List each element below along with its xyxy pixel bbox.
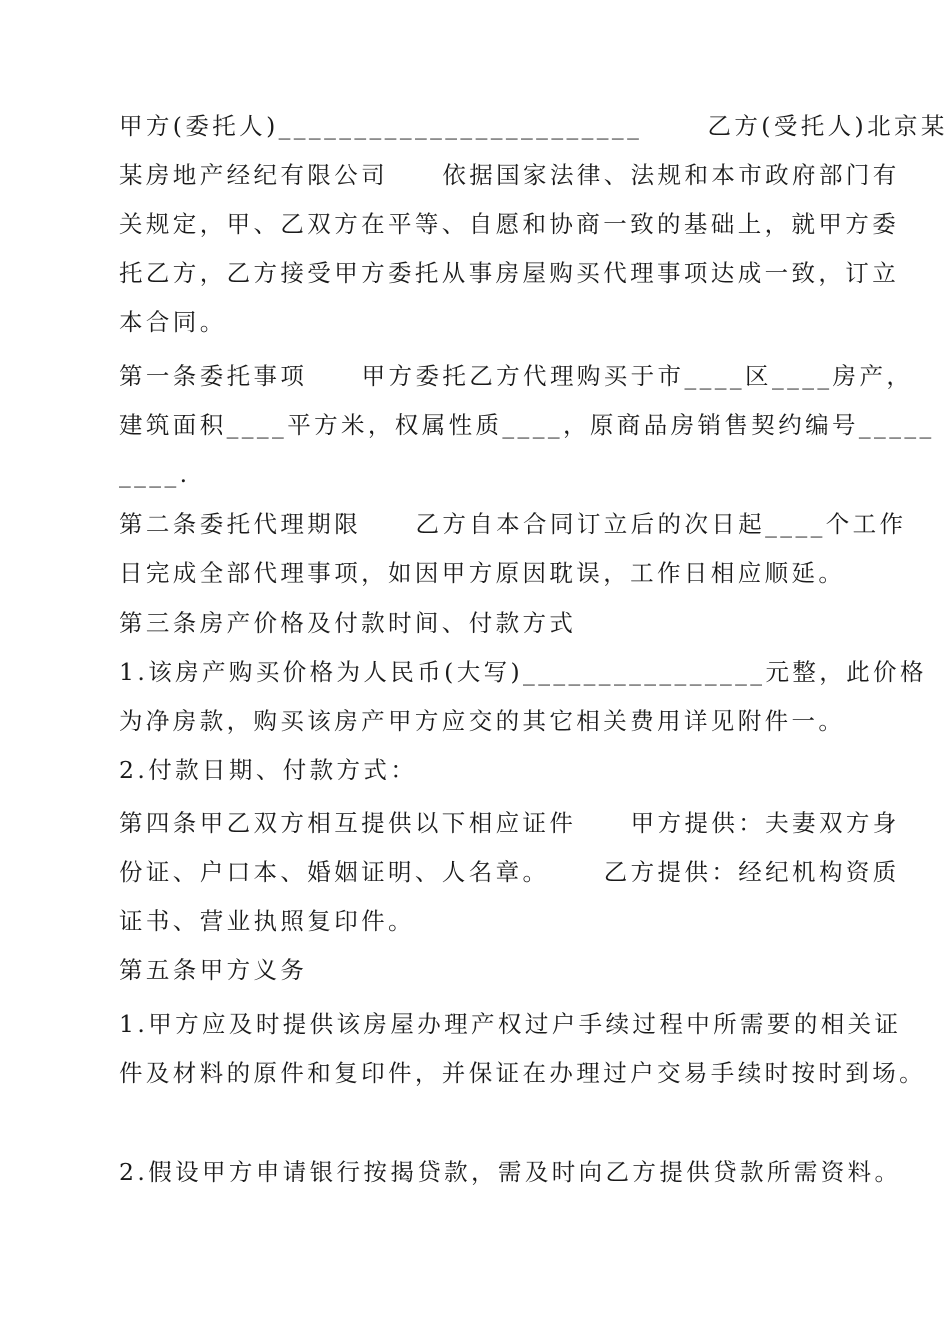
- text-line-7: 建筑面积____平方米，权属性质____，原商品房销售契约编号_____: [119, 411, 935, 439]
- text-line-14: 2.付款日期、付款方式：: [119, 756, 418, 784]
- text-line-12: 1.该房产购买价格为人民币(大写)________________元整，此价格: [119, 658, 927, 686]
- text-line-9: 第二条委托代理期限 乙方自本合同订立后的次日起____个工作: [119, 510, 907, 538]
- text-line-11: 第三条房产价格及付款时间、付款方式: [119, 609, 577, 637]
- text-line-13: 为净房款，购买该房产甲方应交的其它相关费用详见附件一。: [119, 707, 846, 735]
- text-line-8: ____.: [119, 460, 191, 488]
- text-line-10: 日完成全部代理事项，如因甲方原因耽误，工作日相应顺延。: [119, 559, 846, 587]
- text-line-20: 件及材料的原件和复印件，并保证在办理过户交易手续时按时到场。: [119, 1059, 926, 1087]
- text-line-18: 第五条甲方义务: [119, 956, 308, 984]
- text-line-15: 第四条甲乙双方相互提供以下相应证件 甲方提供：夫妻双方身: [119, 809, 900, 837]
- text-line-4: 托乙方，乙方接受甲方委托从事房屋购买代理事项达成一致，订立: [119, 259, 900, 287]
- text-line-17: 证书、营业执照复印件。: [119, 907, 415, 935]
- text-line-1: 甲方(委托人)________________________ 乙方(受托人)北京某: [119, 112, 948, 140]
- text-line-19: 1.甲方应及时提供该房屋办理产权过户手续过程中所需要的相关证: [119, 1010, 902, 1038]
- text-line-16: 份证、户口本、婚姻证明、人名章。 乙方提供：经纪机构资质: [119, 858, 900, 886]
- text-line-2: 某房地产经纪有限公司 依据国家法律、法规和本市政府部门有: [119, 161, 900, 189]
- text-line-5: 本合同。: [119, 308, 227, 336]
- text-line-6: 第一条委托事项 甲方委托乙方代理购买于市____区____房产，: [119, 362, 914, 390]
- text-line-3: 关规定，甲、乙双方在平等、自愿和协商一致的基础上，就甲方委: [119, 210, 900, 238]
- text-line-21: 2.假设甲方申请银行按揭贷款，需及时向乙方提供贷款所需资料。: [119, 1158, 902, 1186]
